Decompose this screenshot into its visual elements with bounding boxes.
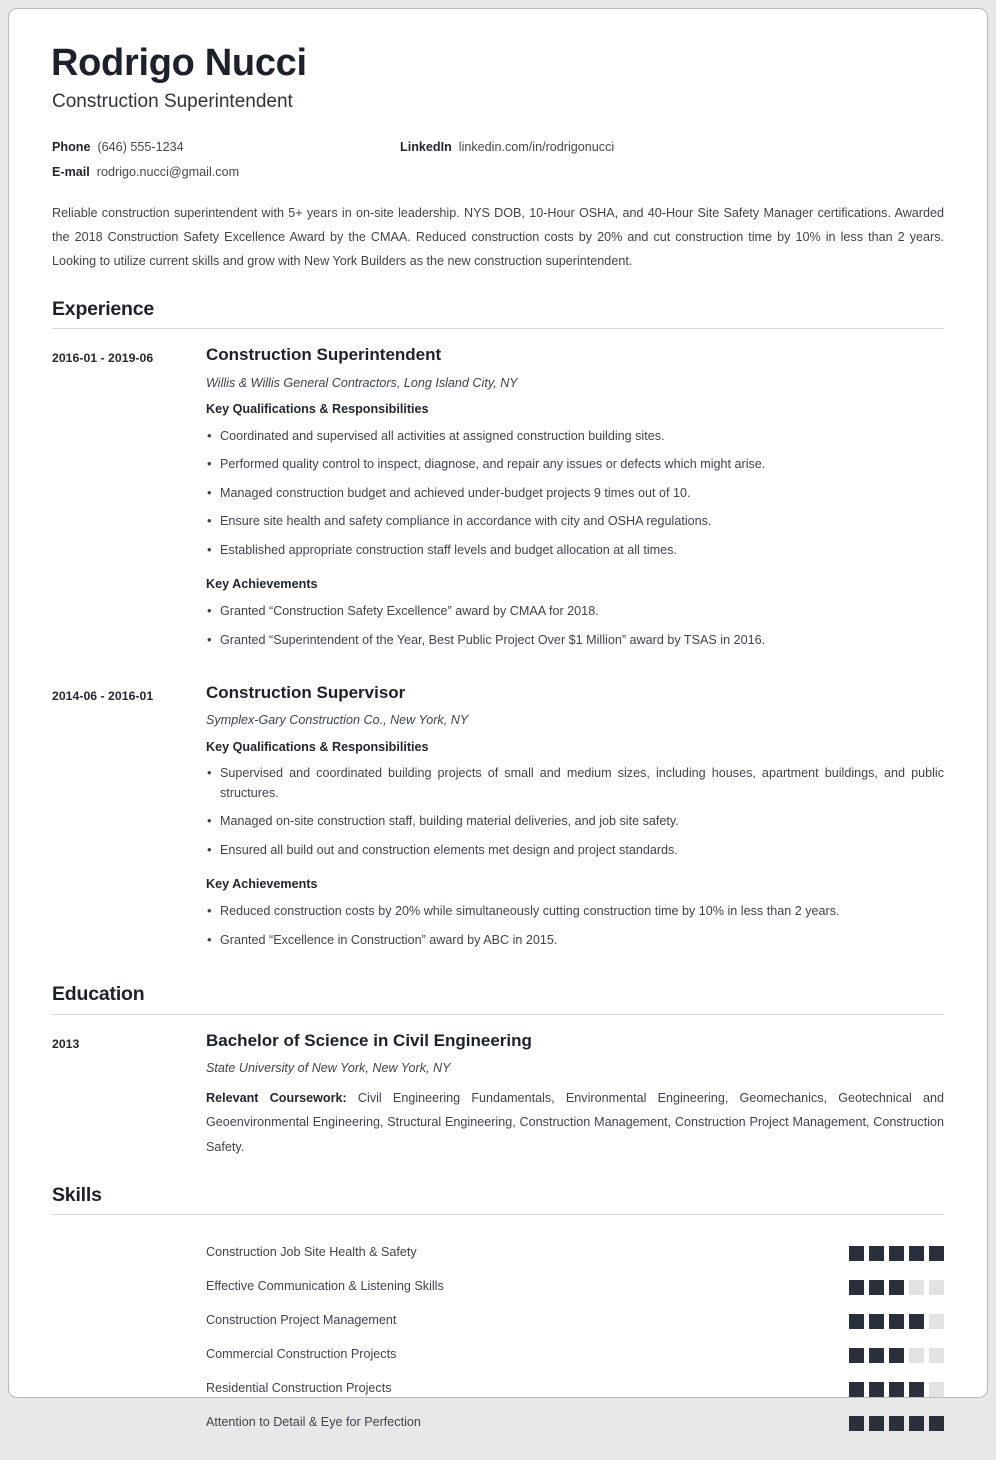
section-title-experience: Experience — [52, 298, 155, 321]
spacer — [206, 868, 944, 876]
coursework-label: Relevant Coursework: — [206, 1091, 347, 1106]
skill-square-filled — [909, 1416, 924, 1431]
skill-row — [206, 1372, 944, 1406]
skill-row — [206, 1338, 944, 1372]
skill-square-filled — [849, 1416, 864, 1431]
experience-entry-role: Construction Superintendent — [206, 345, 442, 365]
skill-square-filled — [909, 1246, 924, 1261]
skill-rating — [849, 1416, 944, 1431]
list-item: • Managed construction budget and achieved under-budget projects 9 times out of 10. — [206, 484, 944, 504]
list-item: • Granted “Construction Safety Excellence” award by CMAA for 2018. — [206, 602, 944, 622]
skill-name: Effective Communication & Listening Skills — [206, 1279, 444, 1294]
skill-name: Attention to Detail & Eye for Perfection — [206, 1415, 421, 1430]
experience-entry-body — [206, 344, 944, 658]
skill-row — [206, 1304, 944, 1338]
education-entry-date: 2013 — [52, 1036, 80, 1051]
achievements-list — [206, 902, 944, 950]
skill-square-filled — [889, 1314, 904, 1329]
contact-row-1 — [52, 140, 952, 154]
section-divider — [52, 1014, 944, 1015]
achievements-list — [206, 602, 944, 650]
skill-square-filled — [869, 1280, 884, 1295]
experience-entry — [52, 344, 944, 658]
skill-square-filled — [909, 1314, 924, 1329]
skill-rating — [849, 1314, 944, 1329]
skill-square-empty — [909, 1348, 924, 1363]
contact-linkedin-label: LinkedIn — [400, 139, 452, 154]
skill-square-filled — [849, 1382, 864, 1397]
skill-square-empty — [929, 1314, 944, 1329]
skill-square-filled — [889, 1348, 904, 1363]
experience-entry-date: 2016-01 - 2019-06 — [52, 351, 154, 366]
list-item: • Established appropriate construction staff levels and budget allocation at all times. — [206, 541, 944, 561]
education-coursework — [206, 1086, 944, 1159]
list-item: • Granted “Superintendent of the Year, Best Public Project Over $1 Million” award by TSAS in 2016. — [206, 631, 944, 651]
contact-phone-value: (646) 555-1234 — [97, 139, 184, 154]
section-education — [44, 982, 952, 1159]
qualifications-list — [206, 427, 944, 561]
skill-square-filled — [889, 1280, 904, 1295]
qualifications-list — [206, 764, 944, 860]
skill-square-filled — [929, 1246, 944, 1261]
skill-rating — [849, 1246, 944, 1261]
skill-square-filled — [869, 1348, 884, 1363]
contact-linkedin-value[interactable]: linkedin.com/in/rodrigonucci — [458, 139, 615, 154]
experience-entry-date: 2014-06 - 2016-01 — [52, 689, 154, 704]
resume-page — [8, 8, 988, 1430]
section-divider — [52, 1214, 944, 1215]
contact-linkedin[interactable] — [400, 140, 614, 154]
qualifications-heading: Key Qualifications & Responsibilities — [206, 739, 429, 754]
achievements-heading: Key Achievements — [206, 577, 318, 592]
skill-square-filled — [869, 1246, 884, 1261]
resume-header — [44, 43, 952, 273]
skill-square-filled — [889, 1382, 904, 1397]
spacer — [52, 662, 944, 682]
spacer — [206, 568, 944, 576]
section-divider — [52, 328, 944, 329]
achievements-heading: Key Achievements — [206, 877, 318, 892]
skill-name: Construction Job Site Health & Safety — [206, 1245, 417, 1260]
skill-row — [206, 1236, 944, 1270]
skill-row — [206, 1406, 944, 1440]
experience-entry-org: Willis & Willis General Contractors, Long Island City, NY — [206, 375, 518, 390]
contact-phone — [52, 140, 400, 154]
section-title-skills: Skills — [52, 1183, 102, 1206]
section-skills — [44, 1183, 952, 1460]
education-entry — [52, 1030, 944, 1159]
list-item: • Granted “Excellence in Construction” award by ABC in 2015. — [206, 931, 944, 951]
contact-block — [52, 140, 952, 179]
skill-square-filled — [849, 1246, 864, 1261]
list-item: • Managed on-site construction staff, building material deliveries, and job site safety. — [206, 812, 944, 832]
experience-entry-org: Symplex-Gary Construction Co., New York, NY — [206, 713, 469, 728]
skill-name: Residential Construction Projects — [206, 1381, 392, 1396]
skill-square-filled — [929, 1416, 944, 1431]
skills-list — [52, 1236, 944, 1460]
skill-square-empty — [909, 1280, 924, 1295]
education-degree: Bachelor of Science in Civil Engineering — [206, 1030, 532, 1050]
list-item: • Coordinated and supervised all activities at assigned construction building sites. — [206, 427, 944, 447]
list-item: • Ensure site health and safety compliance in accordance with city and OSHA regulations. — [206, 512, 944, 532]
skill-square-filled — [889, 1416, 904, 1431]
skill-square-filled — [869, 1382, 884, 1397]
section-title-education: Education — [52, 983, 145, 1006]
skill-square-filled — [909, 1382, 924, 1397]
coursework-text: Civil Engineering Fundamentals, Environmental Engineering, Geomechanics, Geotechnical and Geoenvironmental Engineering, Structural Engineering, Construction Management, Construction Project Management, Construction Safety. — [206, 1091, 944, 1154]
candidate-name: Rodrigo Nucci — [51, 42, 307, 84]
education-entry-body — [206, 1030, 944, 1159]
candidate-job-title: Construction Superintendent — [52, 90, 293, 112]
list-item: • Supervised and coordinated building projects of small and medium sizes, including houses, apartment buildings, and public structures. — [206, 764, 944, 803]
skill-name: Construction Project Management — [206, 1313, 397, 1328]
section-experience — [44, 297, 952, 958]
list-item: • Reduced construction costs by 20% while simultaneously cutting construction time by 10% in less than 2 years. — [206, 902, 944, 922]
resume-content — [9, 9, 987, 1460]
skill-square-empty — [929, 1382, 944, 1397]
skill-rating — [849, 1382, 944, 1397]
skill-square-filled — [849, 1314, 864, 1329]
contact-email-value[interactable]: rodrigo.nucci@gmail.com — [96, 164, 240, 179]
skill-square-filled — [869, 1314, 884, 1329]
skill-square-empty — [929, 1280, 944, 1295]
skill-square-filled — [869, 1416, 884, 1431]
contact-row-2 — [52, 165, 952, 179]
contact-phone-label: Phone — [52, 139, 91, 154]
list-item: • Ensured all build out and construction elements met design and project standards. — [206, 841, 944, 861]
contact-email-label: E-mail — [52, 164, 90, 179]
skill-rating — [849, 1280, 944, 1295]
skill-square-empty — [929, 1348, 944, 1363]
qualifications-heading: Key Qualifications & Responsibilities — [206, 402, 429, 417]
experience-entry-role: Construction Supervisor — [206, 683, 406, 703]
skill-square-filled — [849, 1348, 864, 1363]
skill-name: Commercial Construction Projects — [206, 1347, 397, 1362]
skill-row — [206, 1270, 944, 1304]
skill-rating — [849, 1348, 944, 1363]
contact-email[interactable] — [52, 165, 400, 179]
skill-square-filled — [849, 1280, 864, 1295]
skill-square-filled — [889, 1246, 904, 1261]
experience-entry — [52, 682, 944, 958]
experience-entry-body — [206, 682, 944, 958]
education-school: State University of New York, New York, NY — [206, 1060, 451, 1075]
list-item: • Performed quality control to inspect, diagnose, and repair any issues or defects which might arise. — [206, 455, 944, 475]
professional-summary: Reliable construction superintendent with 5+ years in on-site leadership. NYS DOB, 10-Hour OSHA, and 40-Hour Site Safety Manager certifications. Awarded the 2018 Construction Safety Excellence Award by the CMAA. Reduced construction costs by 20% and cut construction time by 10% in less than 2 years. Looking to utilize current skills and grow with New York Builders as the new construction superintendent. — [52, 205, 944, 268]
